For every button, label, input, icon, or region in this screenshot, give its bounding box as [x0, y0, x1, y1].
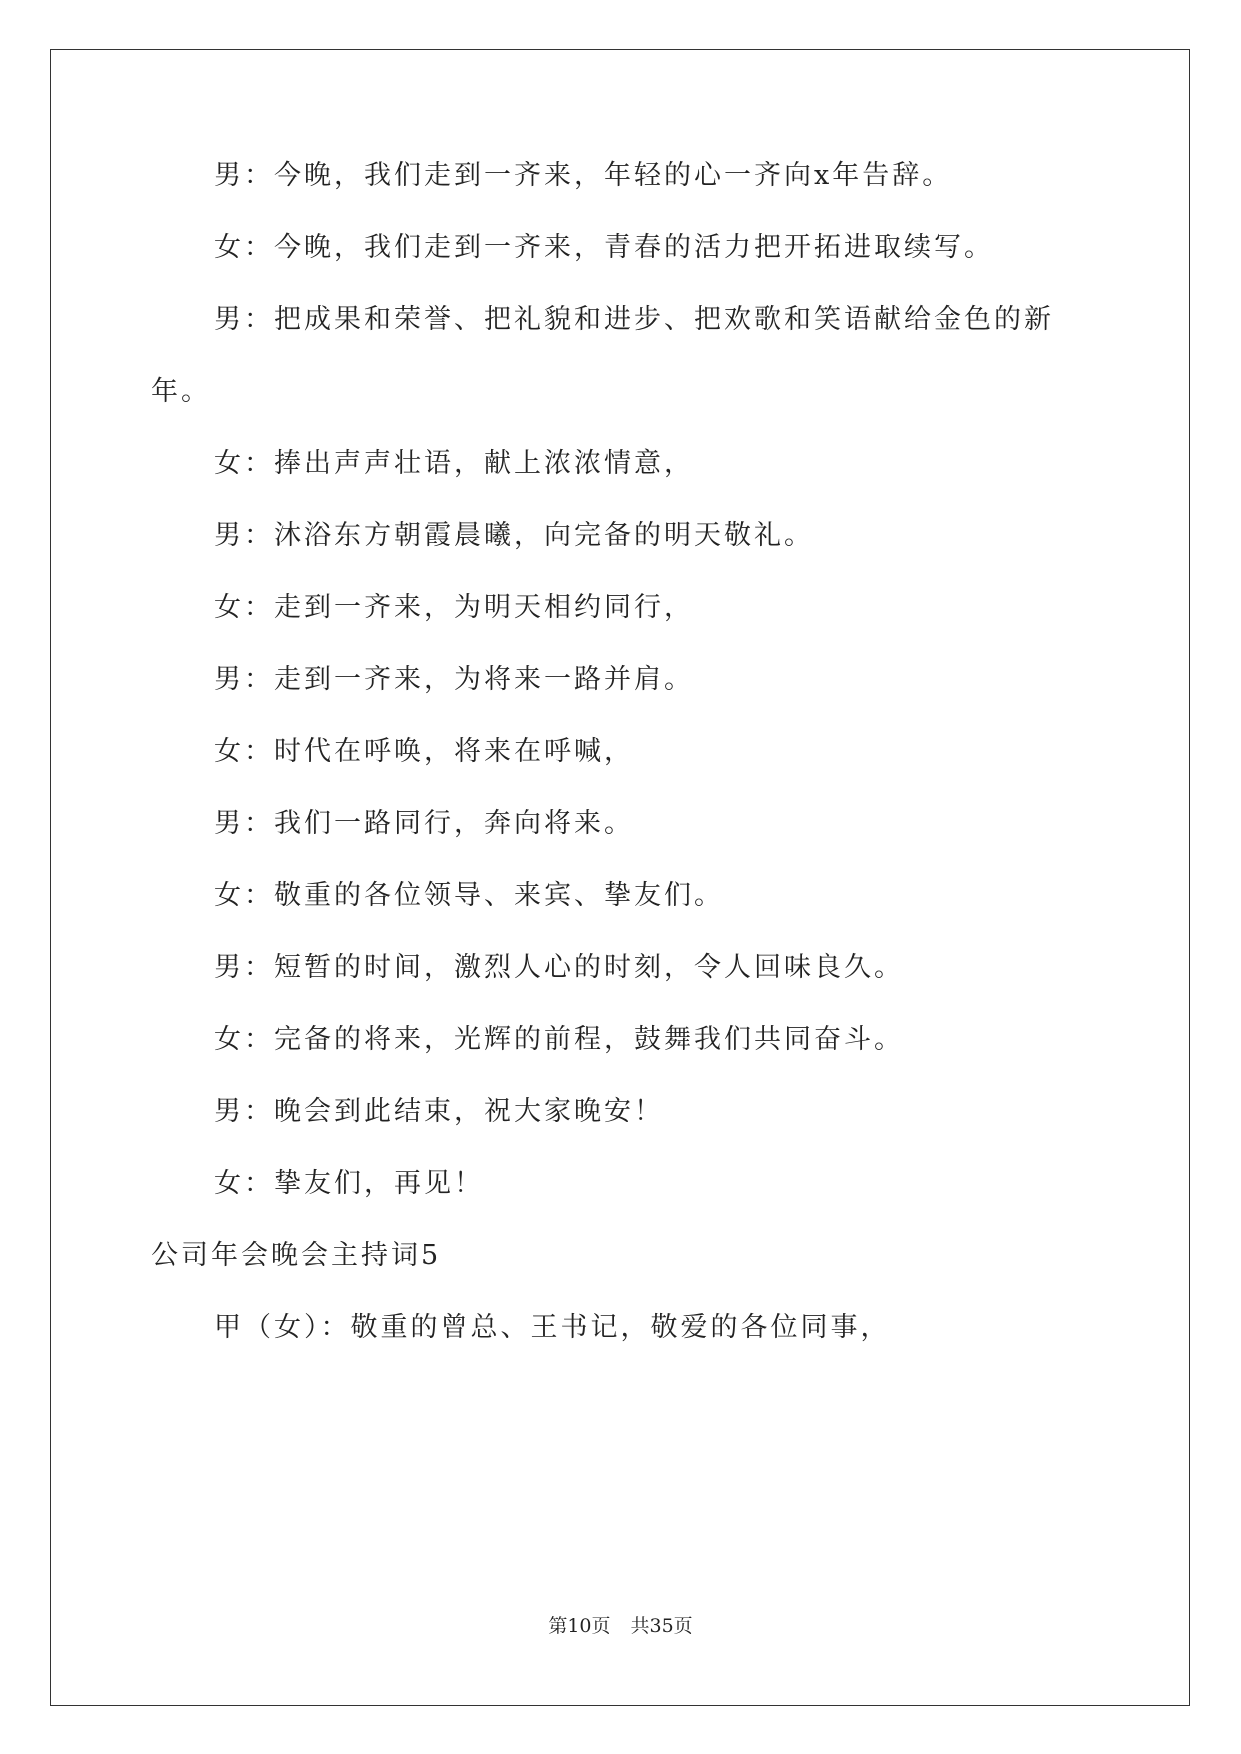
page-footer: [0, 1613, 1241, 1639]
dialogue-line-10: 女：敬重的各位领导、来宾、挚友们。: [214, 880, 724, 911]
dialogue-line-3-continued: 年。: [151, 376, 211, 407]
dialogue-line-12: 女：完备的将来，光辉的前程，鼓舞我们共同奋斗。: [214, 1024, 904, 1055]
dialogue-line-8: 女：时代在呼唤，将来在呼喊，: [214, 736, 634, 767]
page-number: 第10页: [548, 1615, 611, 1637]
dialogue-line-4: 女：捧出声声壮语，献上浓浓情意，: [214, 448, 694, 479]
dialogue-line-3: 男：把成果和荣誉、把礼貌和进步、把欢歌和笑语献给金色的新: [214, 304, 1054, 335]
dialogue-line-7: 男：走到一齐来，为将来一路并肩。: [214, 664, 694, 695]
dialogue-line-15: 甲（女）：敬重的曾总、王书记，敬爱的各位同事，: [214, 1312, 891, 1343]
section-heading: 公司年会晚会主持词5: [151, 1240, 442, 1271]
dialogue-line-9: 男：我们一路同行，奔向将来。: [214, 808, 634, 839]
dialogue-line-11: 男：短暂的时间，激烈人心的时刻，令人回味良久。: [214, 952, 904, 983]
dialogue-line-5: 男：沐浴东方朝霞晨曦，向完备的明天敬礼。: [214, 520, 814, 551]
dialogue-line-6: 女：走到一齐来，为明天相约同行，: [214, 592, 694, 623]
dialogue-line-1: 男：今晚，我们走到一齐来，年轻的心一齐向x年告辞。: [214, 160, 953, 191]
dialogue-line-2: 女：今晚，我们走到一齐来，青春的活力把开拓进取续写。: [214, 232, 994, 263]
dialogue-line-14: 女：挚友们，再见！: [214, 1168, 484, 1199]
page-total: 共35页: [630, 1615, 693, 1637]
dialogue-line-13: 男：晚会到此结束，祝大家晚安！: [214, 1096, 664, 1127]
